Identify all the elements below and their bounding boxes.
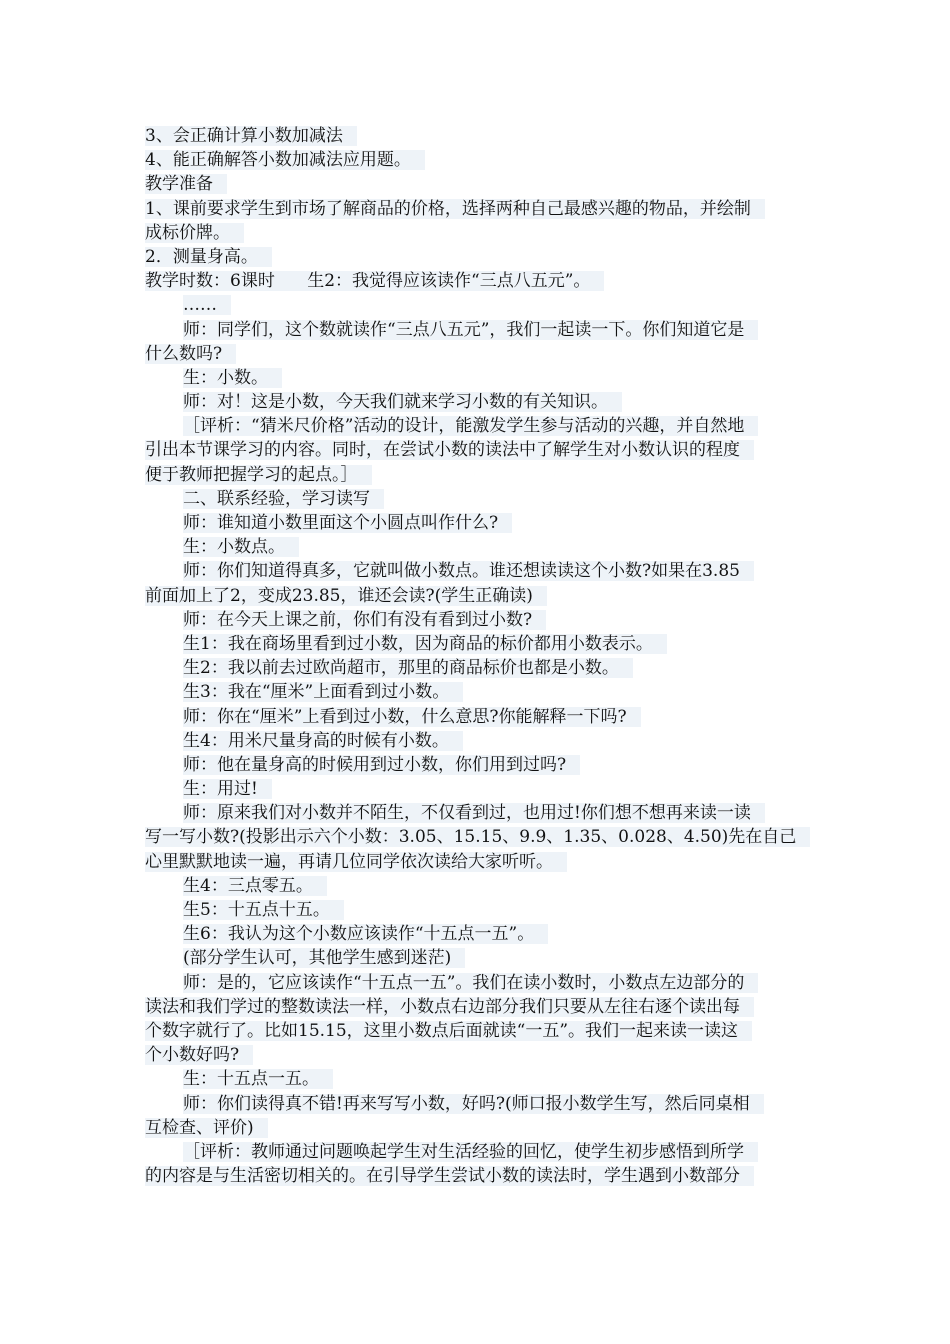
text-line-content: 写一写小数?(投影出示六个小数：3.05、15.15、9.9、1.35、0.028、4.50)先在自己 [145, 827, 810, 847]
text-line-content: (部分学生认可，其他学生感到迷茫) [183, 948, 465, 968]
text-line [145, 656, 815, 680]
text-line-content: 的内容是与生活密切相关的。在引导学生尝试小数的读法时，学生遇到小数部分 [145, 1166, 754, 1186]
text-line [145, 850, 815, 874]
text-line [145, 705, 815, 729]
text-line [145, 777, 815, 801]
text-line [145, 1164, 815, 1188]
text-line [145, 390, 815, 414]
text-line-content: 引出本节课学习的内容。同时，在尝试小数的读法中了解学生对小数认识的程度 [145, 440, 754, 460]
text-line [145, 1043, 815, 1067]
text-line [145, 729, 815, 753]
text-line [145, 559, 815, 583]
text-line-content: 心里默默地读一遍，再请几位同学依次读给大家听听。 [145, 852, 567, 872]
text-line [145, 535, 815, 559]
text-line-content: 教学时数：6课时 生2：我觉得应该读作“三点八五元”。 [145, 271, 604, 291]
text-line-content: …… [183, 295, 231, 315]
text-line [145, 245, 815, 269]
text-line [145, 124, 815, 148]
text-line-content: 生：小数。 [183, 368, 282, 388]
text-line [145, 1019, 815, 1043]
text-line-content: 前面加上了2，变成23.85，谁还会读?(学生正确读) [145, 586, 547, 606]
text-line [145, 221, 815, 245]
text-line-content: ［评析：教师通过问题唤起学生对生活经验的回忆，使学生初步感悟到所学 [183, 1142, 758, 1162]
text-line [145, 269, 815, 293]
text-line [145, 680, 815, 704]
text-line [145, 366, 815, 390]
text-line-content: 师：你们知道得真多，它就叫做小数点。谁还想读读这个小数?如果在3.85 [183, 561, 754, 581]
text-line [145, 487, 815, 511]
text-line [145, 414, 815, 438]
text-line [145, 463, 815, 487]
text-line-content: 个小数好吗? [145, 1045, 253, 1065]
text-line [145, 608, 815, 632]
text-line [145, 874, 815, 898]
text-line-content: 成标价牌。 [145, 223, 244, 243]
document-body [145, 124, 815, 1188]
text-line-content: ［评析：“猜米尺价格”活动的设计，能激发学生参与活动的兴趣，并自然地 [183, 416, 758, 436]
text-line [145, 1116, 815, 1140]
text-line [145, 342, 815, 366]
text-line-content: 3、会正确计算小数加减法 [145, 126, 357, 146]
text-line [145, 172, 815, 196]
text-line-content: 生：十五点一五。 [183, 1069, 333, 1089]
text-line [145, 318, 815, 342]
text-line-content: 便于教师把握学习的起点。］ [145, 465, 372, 485]
text-line-content: 生6：我认为这个小数应该读作“十五点一五”。 [183, 924, 548, 944]
text-line [145, 584, 815, 608]
text-line [145, 1067, 815, 1091]
text-line-content: 二、联系经验，学习读写 [183, 489, 384, 509]
text-line-content: 师：原来我们对小数并不陌生，不仅看到过，也用过!你们想不想再来读一读 [183, 803, 765, 823]
text-line [145, 511, 815, 535]
text-line-content: 师：对！这是小数，今天我们就来学习小数的有关知识。 [183, 392, 622, 412]
text-line-content: 1、课前要求学生到市场了解商品的价格，选择两种自己最感兴趣的物品，并绘制 [145, 199, 765, 219]
text-line-content: 师：谁知道小数里面这个小圆点叫作什么? [183, 513, 512, 533]
text-line-content: 2．测量身高。 [145, 247, 272, 267]
text-line-content: 生4：用米尺量身高的时候有小数。 [183, 731, 463, 751]
text-line-content: 4、能正确解答小数加减法应用题。 [145, 150, 425, 170]
text-line-content: 师：同学们，这个数就读作“三点八五元”，我们一起读一下。你们知道它是 [183, 320, 758, 340]
text-line [145, 825, 815, 849]
text-line-content: 师：是的，它应该读作“十五点一五”。我们在读小数时，小数点左边部分的 [183, 973, 758, 993]
text-line-content: 师：你在“厘米”上看到过小数，什么意思?你能解释一下吗? [183, 707, 641, 727]
text-line [145, 753, 815, 777]
text-line-content: 生4：三点零五。 [183, 876, 327, 896]
text-line-content: 生2：我以前去过欧尚超市，那里的商品标价也都是小数。 [183, 658, 633, 678]
text-line-content: 互检查、评价) [145, 1118, 268, 1138]
text-line-content: 生5：十五点十五。 [183, 900, 344, 920]
text-line-content: 生3：我在“厘米”上面看到过小数。 [183, 682, 463, 702]
text-line-content: 教学准备 [145, 174, 227, 194]
text-line [145, 438, 815, 462]
text-line-content: 师：在今天上课之前，你们有没有看到过小数? [183, 610, 546, 630]
text-line-content: 读法和我们学过的整数读法一样，小数点右边部分我们只要从左往右逐个读出每 [145, 997, 754, 1017]
text-line [145, 898, 815, 922]
text-line [145, 293, 815, 317]
text-line [145, 946, 815, 970]
text-line [145, 632, 815, 656]
text-line-content: 生：用过! [183, 779, 272, 799]
text-line-content: 什么数吗? [145, 344, 236, 364]
text-line [145, 197, 815, 221]
text-line [145, 148, 815, 172]
text-line-content: 师：他在量身高的时候用到过小数，你们用到过吗? [183, 755, 580, 775]
text-line [145, 1140, 815, 1164]
text-line-content: 个数字就行了。比如15.15，这里小数点后面就读“一五”。我们一起来读一读这 [145, 1021, 752, 1041]
text-line [145, 995, 815, 1019]
text-line [145, 1092, 815, 1116]
text-line [145, 801, 815, 825]
text-line-content: 生1：我在商场里看到过小数，因为商品的标价都用小数表示。 [183, 634, 667, 654]
text-line [145, 922, 815, 946]
text-line [145, 971, 815, 995]
text-line-content: 师：你们读得真不错!再来写写小数，好吗?(师口报小数学生写，然后同桌相 [183, 1094, 764, 1114]
text-line-content: 生：小数点。 [183, 537, 299, 557]
